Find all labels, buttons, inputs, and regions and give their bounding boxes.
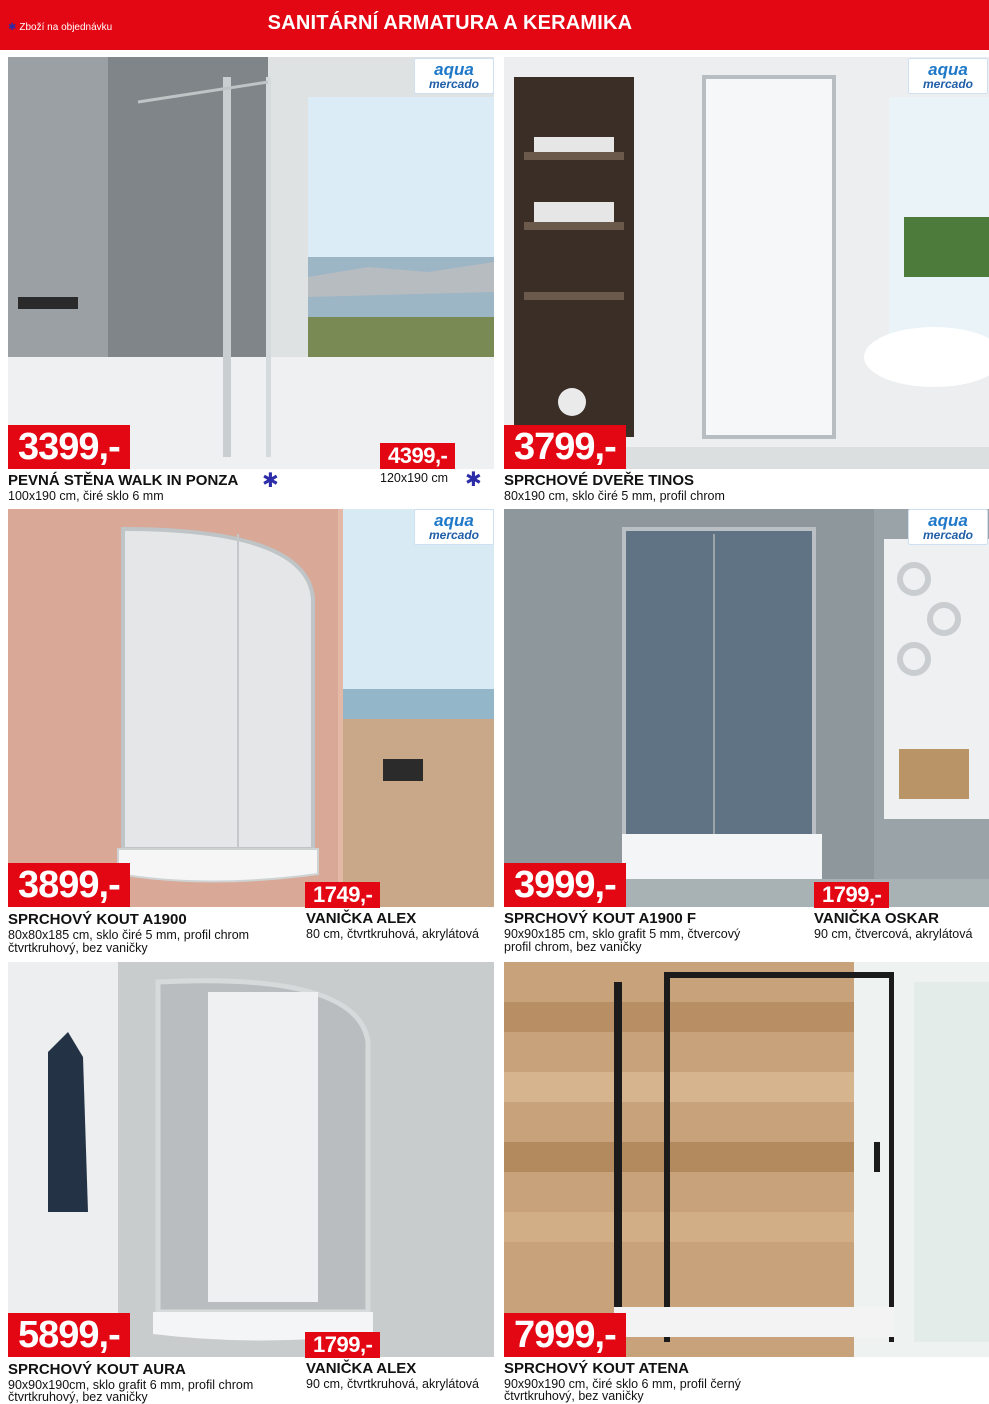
side-product-description: 90 cm, čtvrtkruhová, akrylátová	[306, 1377, 479, 1391]
asterisk-icon: ✱	[8, 22, 17, 33]
asterisk-icon: ✱	[262, 470, 279, 492]
price-tag: 3399,-	[8, 425, 130, 469]
product-description: 80x190 cm, sklo čiré 5 mm, profil chrom	[504, 489, 725, 503]
product-description: čtvrtkruhový, bez vaničky	[8, 1390, 148, 1404]
side-product-description: 90 cm, čtvercová, akrylátová	[814, 927, 973, 941]
side-product-name: VANIČKA ALEX	[306, 1360, 417, 1377]
product-name: SPRCHOVÝ KOUT A1900 F	[504, 910, 696, 927]
product-photo-a1900-f	[504, 509, 989, 907]
aqua-mercado-logo: aqua mercado	[414, 509, 494, 545]
asterisk-icon: ✱	[465, 469, 482, 491]
product-name: SPRCHOVÝ KOUT A1900	[8, 911, 187, 928]
price-tag: 3899,-	[8, 863, 130, 907]
order-note: ✱ Zboží na objednávku	[8, 22, 113, 33]
product-photo-atena	[504, 962, 989, 1357]
aqua-mercado-logo: aqua mercado	[414, 58, 494, 94]
product-photo-walk-in-ponza	[8, 57, 494, 469]
aqua-mercado-logo: aqua mercado	[908, 509, 988, 545]
side-price-tag: 1799,-	[305, 1332, 380, 1358]
alt-description: 120x190 cm	[380, 471, 449, 485]
product-description: 90x90x190 cm, čiré sklo 6 mm, profil černý	[504, 1377, 741, 1391]
alt-price-tag: 4399,-	[380, 443, 455, 469]
product-description: 90x90x190cm, sklo grafit 6 mm, profil chrom	[8, 1378, 254, 1392]
side-product-name: VANIČKA OSKAR	[814, 910, 940, 927]
product-description: 90x90x185 cm, sklo grafit 5 mm, čtvercový	[504, 927, 741, 941]
product-name: SPRCHOVÝ KOUT ATENA	[504, 1360, 690, 1377]
side-price-tag: 1749,-	[305, 882, 380, 908]
side-product-description: 80 cm, čtvrtkruhová, akrylátová	[306, 927, 479, 941]
product-description: čtvrtkruhový, bez vaničky	[504, 1389, 644, 1403]
product-description: čtvrtkruhový, bez vaničky	[8, 941, 148, 955]
product-description: 100x190 cm, čiré sklo 6 mm	[8, 489, 164, 503]
product-photo-tinos	[504, 57, 989, 469]
price-tag: 3999,-	[504, 863, 626, 907]
price-tag: 5899,-	[8, 1313, 130, 1357]
product-photo-aura	[8, 962, 494, 1357]
price-tag: 3799,-	[504, 425, 626, 469]
product-description: profil chrom, bez vaničky	[504, 940, 642, 954]
side-product-name: VANIČKA ALEX	[306, 910, 417, 927]
product-description: 80x80x185 cm, sklo čiré 5 mm, profil chrom	[8, 928, 250, 942]
product-name: SPRCHOVÝ KOUT AURA	[8, 1361, 186, 1378]
product-photo-a1900	[8, 509, 494, 907]
side-price-tag: 1799,-	[814, 882, 889, 908]
aqua-mercado-logo: aqua mercado	[908, 58, 988, 94]
price-tag: 7999,-	[504, 1313, 626, 1357]
product-name: PEVNÁ STĚNA WALK IN PONZA	[8, 472, 239, 489]
product-name: SPRCHOVÉ DVEŘE TINOS	[504, 472, 695, 489]
page-header	[0, 0, 989, 50]
page-title: SANITÁRNÍ ARMATURA A KERAMIKA	[267, 12, 633, 34]
